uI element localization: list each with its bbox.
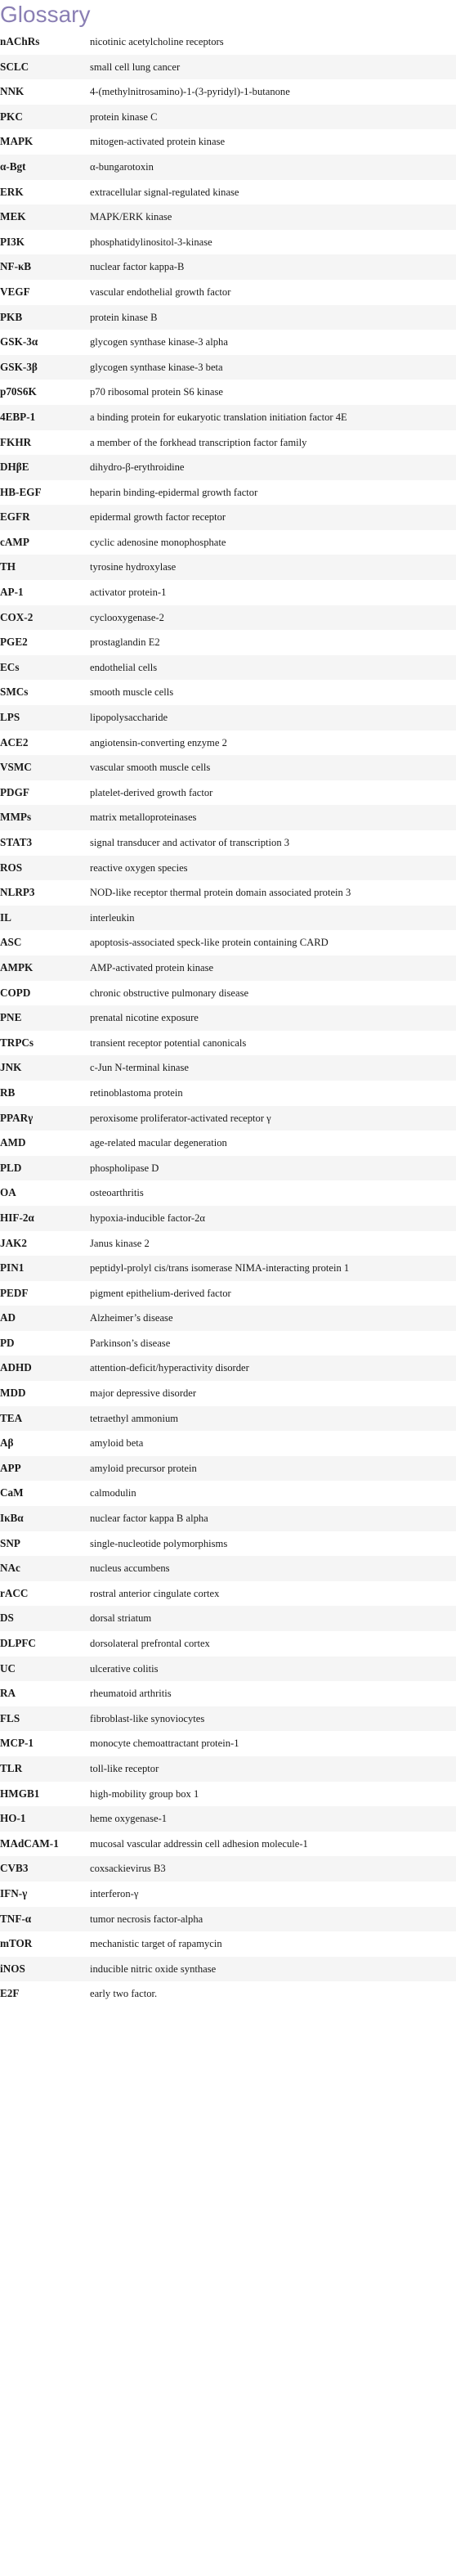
glossary-term: cAMP (0, 535, 29, 548)
glossary-definition: age-related macular degeneration (90, 1137, 227, 1149)
glossary-row (0, 505, 456, 530)
glossary-definition: 4-(methylnitrosamino)-1-(3-pyridyl)-1-butanone (90, 86, 290, 98)
glossary-term: Aβ (0, 1436, 14, 1450)
glossary-definition: heparin binding-epidermal growth factor (90, 486, 258, 498)
glossary-term: FKHR (0, 435, 32, 448)
glossary-row (0, 105, 456, 130)
glossary-term: PEDF (0, 1286, 29, 1299)
glossary-definition: rostral anterior cingulate cortex (90, 1587, 220, 1599)
glossary-term: MAdCAM-1 (0, 1836, 59, 1850)
glossary-term: EGFR (0, 510, 30, 524)
glossary-definition: mechanistic target of rapamycin (90, 1938, 222, 1950)
glossary-row (0, 1756, 456, 1782)
glossary-definition: calmodulin (90, 1487, 136, 1499)
glossary-definition: ulcerative colitis (90, 1662, 159, 1675)
glossary-definition: single-nucleotide polymorphisms (90, 1537, 228, 1549)
glossary-row (0, 1481, 456, 1506)
glossary-definition: monocyte chemoattractant protein-1 (90, 1738, 239, 1750)
glossary-definition: chronic obstructive pulmonary disease (90, 987, 249, 999)
glossary-row (0, 731, 456, 756)
glossary-definition: osteoarthritis (90, 1187, 144, 1199)
glossary-row (0, 1306, 456, 1331)
glossary-row (0, 1081, 456, 1106)
glossary-term: MEK (0, 210, 26, 223)
glossary-term: VEGF (0, 285, 30, 298)
glossary-definition: protein kinase C (90, 110, 158, 123)
glossary-row (0, 430, 456, 456)
glossary-row (0, 1957, 456, 1982)
glossary-definition: attention-deficit/hyperactivity disorder (90, 1362, 249, 1374)
glossary-term: rACC (0, 1586, 29, 1599)
glossary-row (0, 1106, 456, 1131)
glossary-term: TRPCs (0, 1036, 34, 1049)
glossary-definition: amyloid precursor protein (90, 1462, 197, 1474)
glossary-row (0, 1556, 456, 1581)
glossary-term: E2F (0, 1987, 20, 2000)
glossary-row (0, 1456, 456, 1481)
glossary-row (0, 1832, 456, 1857)
glossary-term: AMD (0, 1136, 26, 1149)
glossary-row (0, 1055, 456, 1081)
glossary-term: IκBα (0, 1512, 24, 1525)
glossary-row (0, 930, 456, 955)
glossary-row (0, 1406, 456, 1432)
glossary-row (0, 1907, 456, 1932)
glossary-row (0, 330, 456, 355)
glossary-definition: vascular smooth muscle cells (90, 762, 211, 774)
glossary-term: ECs (0, 660, 20, 673)
glossary-term: ADHD (0, 1361, 32, 1374)
glossary-term: PDGF (0, 785, 29, 798)
glossary-definition: amyloid beta (90, 1437, 144, 1450)
glossary-term: ROS (0, 861, 23, 874)
glossary-row (0, 1506, 456, 1531)
glossary-row (0, 555, 456, 580)
glossary-row (0, 780, 456, 806)
glossary-definition: endothelial cells (90, 661, 158, 673)
glossary-definition: epidermal growth factor receptor (90, 511, 226, 524)
glossary-row (0, 1631, 456, 1657)
glossary-row (0, 906, 456, 931)
glossary-definition: peptidyl-prolyl cis/trans isomerase NIMA-interacting protein 1 (90, 1262, 350, 1275)
glossary-term: NAc (0, 1562, 20, 1575)
glossary-term: PKB (0, 310, 23, 323)
glossary-term: ASC (0, 936, 22, 949)
glossary-row (0, 455, 456, 480)
glossary-definition: a binding protein for eukaryotic translation initiation factor 4E (90, 411, 347, 423)
glossary-definition: phosphatidylinositol-3-kinase (90, 236, 212, 248)
glossary-row (0, 1731, 456, 1756)
glossary-term: IL (0, 910, 11, 924)
glossary-definition: apoptosis-associated speck-like protein containing CARD (90, 937, 329, 949)
glossary-definition: tumor necrosis factor-alpha (90, 1913, 203, 1925)
glossary-definition: glycogen synthase kinase-3 beta (90, 361, 223, 373)
glossary-term: HO-1 (0, 1812, 26, 1825)
glossary-term: TLR (0, 1761, 23, 1774)
glossary-row (0, 1355, 456, 1381)
glossary-definition: peroxisome proliferator-activated receptor γ (90, 1112, 271, 1124)
glossary-definition: inducible nitric oxide synthase (90, 1962, 217, 1975)
glossary-row (0, 280, 456, 305)
glossary-term: DS (0, 1612, 14, 1625)
glossary-term: CaM (0, 1486, 24, 1499)
glossary-term: SNP (0, 1536, 20, 1549)
glossary-row (0, 29, 456, 55)
glossary-term: FLS (0, 1711, 20, 1724)
glossary-definition: reactive oxygen species (90, 861, 188, 874)
glossary-definition: cyclic adenosine monophosphate (90, 536, 226, 548)
glossary-term: PPARγ (0, 1111, 34, 1124)
glossary-row (0, 680, 456, 705)
glossary-row (0, 655, 456, 681)
glossary-definition: mucosal vascular addressin cell adhesion molecule-1 (90, 1837, 308, 1850)
glossary-row (0, 1005, 456, 1031)
glossary-definition: major depressive disorder (90, 1387, 197, 1400)
glossary-term: GSK-3β (0, 360, 38, 373)
glossary-row (0, 1206, 456, 1231)
glossary-term: 4EBP-1 (0, 410, 36, 423)
glossary-term: p70S6K (0, 385, 37, 398)
glossary-definition: prenatal nicotine exposure (90, 1012, 199, 1024)
glossary-table (0, 29, 456, 2007)
glossary-row (0, 1782, 456, 1807)
glossary-term: nAChRs (0, 35, 40, 47)
glossary-definition: smooth muscle cells (90, 686, 174, 699)
glossary-term: DLPFC (0, 1637, 36, 1649)
glossary-definition: Parkinson’s disease (90, 1337, 171, 1349)
glossary-definition: platelet-derived growth factor (90, 786, 213, 798)
glossary-definition: extracellular signal-regulated kinase (90, 186, 239, 198)
glossary-definition: pigment epithelium-derived factor (90, 1287, 231, 1299)
glossary-row (0, 380, 456, 405)
glossary-row (0, 1531, 456, 1557)
glossary-term: NLRP3 (0, 886, 35, 899)
glossary-row (0, 580, 456, 605)
glossary-definition: fibroblast-like synoviocytes (90, 1712, 205, 1724)
glossary-row (0, 155, 456, 180)
glossary-row (0, 1431, 456, 1456)
glossary-row (0, 1806, 456, 1832)
glossary-term: OA (0, 1186, 16, 1199)
glossary-row (0, 1856, 456, 1881)
glossary-definition: nuclear factor kappa B alpha (90, 1513, 208, 1525)
glossary-term: APP (0, 1461, 21, 1474)
glossary-row (0, 755, 456, 780)
glossary-term: IFN-γ (0, 1886, 28, 1899)
glossary-term: VSMC (0, 761, 32, 774)
glossary-definition: a member of the forkhead transcription factor family (90, 436, 307, 448)
glossary-row (0, 1657, 456, 1682)
glossary-term: AP-1 (0, 586, 24, 599)
glossary-term: NNK (0, 85, 25, 98)
glossary-row (0, 1180, 456, 1206)
glossary-definition: p70 ribosomal protein S6 kinase (90, 386, 223, 398)
glossary-row (0, 1981, 456, 2007)
glossary-definition: NOD-like receptor thermal protein domain associated protein 3 (90, 887, 351, 899)
glossary-term: RB (0, 1086, 16, 1099)
glossary-row (0, 1281, 456, 1306)
glossary-definition: transient receptor potential canonicals (90, 1036, 247, 1049)
glossary-row (0, 1606, 456, 1631)
glossary-definition: retinoblastoma protein (90, 1086, 183, 1099)
glossary-definition: Alzheimer’s disease (90, 1312, 173, 1324)
glossary-row (0, 856, 456, 881)
glossary-term: PKC (0, 110, 23, 123)
glossary-definition: small cell lung cancer (90, 61, 181, 73)
glossary-term: HB-EGF (0, 485, 42, 498)
glossary-row (0, 1331, 456, 1356)
glossary-definition: early two factor. (90, 1988, 158, 2000)
glossary-term: PNE (0, 1011, 22, 1024)
glossary-term: MCP-1 (0, 1737, 34, 1750)
glossary-term: MAPK (0, 135, 34, 148)
glossary-row (0, 1581, 456, 1607)
glossary-row (0, 805, 456, 830)
glossary-row (0, 530, 456, 555)
glossary-row (0, 480, 456, 506)
glossary-term: α-Bgt (0, 160, 26, 173)
glossary-definition: protein kinase B (90, 311, 158, 323)
glossary-row (0, 1031, 456, 1056)
glossary-row (0, 630, 456, 655)
glossary-term: PIN1 (0, 1261, 25, 1275)
glossary-definition: nuclear factor kappa-B (90, 261, 185, 273)
glossary-definition: heme oxygenase-1 (90, 1813, 168, 1825)
glossary-definition: dihydro-β-erythroidine (90, 461, 185, 474)
glossary-term: MDD (0, 1387, 26, 1400)
page-title: Glossary (0, 2, 91, 27)
glossary-term: ERK (0, 185, 24, 198)
glossary-definition: interleukin (90, 911, 135, 924)
glossary-row (0, 705, 456, 731)
glossary-definition: glycogen synthase kinase-3 alpha (90, 336, 228, 348)
glossary-row (0, 1681, 456, 1706)
glossary-definition: interferon-γ (90, 1887, 139, 1899)
glossary-term: TH (0, 560, 16, 573)
glossary-definition: high-mobility group box 1 (90, 1787, 199, 1800)
glossary-term: JAK2 (0, 1236, 27, 1249)
glossary-definition: angiotensin-converting enzyme 2 (90, 736, 227, 749)
glossary-row (0, 880, 456, 906)
glossary-definition: activator protein-1 (90, 587, 167, 599)
glossary-definition: phospholipase D (90, 1162, 159, 1174)
glossary-row (0, 981, 456, 1006)
glossary-definition: coxsackievirus B3 (90, 1863, 166, 1875)
glossary-term: GSK-3α (0, 335, 38, 348)
glossary-row (0, 305, 456, 330)
glossary-term: HMGB1 (0, 1787, 40, 1800)
glossary-row (0, 1931, 456, 1957)
glossary-term: COPD (0, 986, 31, 999)
glossary-definition: nicotinic acetylcholine receptors (90, 36, 224, 47)
glossary-definition: tetraethyl ammonium (90, 1412, 179, 1424)
glossary-term: SMCs (0, 686, 29, 699)
glossary-row (0, 1256, 456, 1281)
glossary-term: AMPK (0, 960, 34, 973)
glossary-term: CVB3 (0, 1862, 29, 1875)
glossary-term: TNF-α (0, 1912, 32, 1925)
glossary-definition: α-bungarotoxin (90, 160, 154, 173)
glossary-row (0, 955, 456, 981)
glossary-definition: dorsal striatum (90, 1612, 152, 1625)
glossary-term: MMPs (0, 811, 32, 824)
glossary-term: AD (0, 1311, 16, 1324)
glossary-term: PGE2 (0, 636, 28, 649)
glossary-term: PI3K (0, 235, 25, 248)
glossary-definition: cyclooxygenase-2 (90, 611, 164, 623)
glossary-definition: toll-like receptor (90, 1762, 159, 1774)
glossary-definition: Janus kinase 2 (90, 1237, 150, 1249)
glossary-row (0, 830, 456, 856)
glossary-row (0, 405, 456, 430)
glossary-row (0, 180, 456, 205)
glossary-term: UC (0, 1661, 16, 1675)
glossary-term: COX-2 (0, 610, 34, 623)
glossary-term: RA (0, 1687, 16, 1700)
glossary-definition: tyrosine hydroxylase (90, 561, 177, 573)
glossary-definition: prostaglandin E2 (90, 636, 160, 649)
glossary-term: ACE2 (0, 735, 29, 749)
glossary-term: LPS (0, 711, 20, 724)
glossary-term: HIF-2α (0, 1211, 34, 1224)
glossary-definition: mitogen-activated protein kinase (90, 136, 226, 148)
glossary-row (0, 79, 456, 105)
glossary-row (0, 605, 456, 631)
glossary-term: JNK (0, 1061, 22, 1074)
glossary-definition: signal transducer and activator of transcription 3 (90, 837, 290, 848)
glossary-row (0, 1131, 456, 1156)
glossary-term: SCLC (0, 60, 29, 73)
glossary-term: DHβE (0, 461, 29, 474)
glossary-row (0, 55, 456, 80)
glossary-definition: AMP-activated protein kinase (90, 961, 214, 973)
glossary-term: PLD (0, 1161, 22, 1174)
glossary-row (0, 254, 456, 280)
glossary-row (0, 1881, 456, 1907)
glossary-definition: MAPK/ERK kinase (90, 211, 172, 223)
glossary-definition: rheumatoid arthritis (90, 1688, 172, 1700)
glossary-definition: vascular endothelial growth factor (90, 285, 231, 298)
glossary-row (0, 205, 456, 230)
glossary-definition: dorsolateral prefrontal cortex (90, 1638, 210, 1649)
glossary-term: TEA (0, 1411, 23, 1424)
glossary-definition: c-Jun N-terminal kinase (90, 1062, 189, 1074)
glossary-row (0, 1231, 456, 1257)
glossary-term: mTOR (0, 1937, 33, 1950)
glossary-term: iNOS (0, 1962, 25, 1975)
glossary-definition: lipopolysaccharide (90, 712, 168, 724)
glossary-definition: hypoxia-inducible factor-2α (90, 1212, 205, 1224)
glossary-term: STAT3 (0, 836, 33, 848)
glossary-row (0, 1381, 456, 1406)
glossary-definition: matrix metalloproteinases (90, 811, 197, 824)
glossary-term: NF-κB (0, 260, 32, 273)
glossary-row (0, 355, 456, 380)
glossary-definition: nucleus accumbens (90, 1562, 170, 1575)
glossary-row (0, 1156, 456, 1181)
glossary-row (0, 230, 456, 255)
glossary-row (0, 1706, 456, 1732)
glossary-row (0, 129, 456, 155)
glossary-term: PD (0, 1336, 15, 1349)
